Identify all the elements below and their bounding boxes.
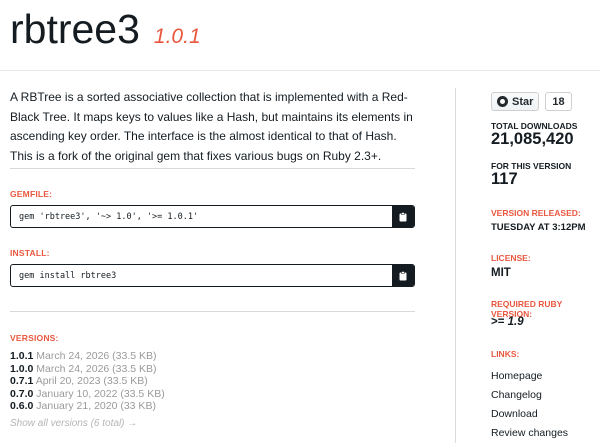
install-code[interactable]: gem install rbtree3 (19, 270, 117, 281)
github-star-widget (491, 92, 572, 111)
gem-description: A RBTree is a sorted associative collection that is implemented with a Red-Black Tree. It maps keys to values like a Hash, but maintains its elements in ascending key order. The interface is the almost identical to that of Hash. This is a fork of the original gem that fixes various bugs on Ruby 2.3+. (10, 90, 413, 163)
ruby-version-operator: >= (491, 316, 505, 328)
version-date: January 10, 2022 (33.5 KB) (36, 387, 165, 400)
this-version-downloads-label: FOR THIS VERSION (491, 161, 572, 171)
clipboard-icon (399, 212, 407, 222)
version-number[interactable]: 0.6.0 (10, 400, 34, 412)
review-changes-link[interactable]: Review changes (491, 427, 569, 439)
gem-name: rbtree3 (10, 6, 140, 52)
divider (10, 311, 415, 312)
gemfile-code-box (10, 205, 415, 228)
total-downloads-label: TOTAL DOWNLOADS (491, 121, 578, 131)
version-date: March 24, 2026 (33.5 KB) (36, 350, 157, 362)
sidebar-divider (455, 88, 456, 443)
copy-gemfile-button[interactable] (392, 206, 414, 227)
version-item[interactable] (10, 375, 165, 388)
download-link[interactable]: Download (491, 408, 538, 420)
versions-list (10, 350, 165, 413)
version-number[interactable]: 1.0.1 (10, 350, 34, 362)
gem-description-section (10, 88, 415, 166)
gem-version: 1.0.1 (153, 25, 201, 48)
version-released-value: TUESDAY AT 3:12PM (491, 222, 586, 233)
version-date: January 21, 2020 (33 KB) (36, 400, 156, 412)
github-star-button[interactable] (491, 92, 539, 111)
copy-install-button[interactable] (392, 265, 414, 286)
links-label: LINKS: (491, 349, 520, 359)
star-count[interactable]: 18 (545, 92, 572, 111)
version-item[interactable] (10, 350, 165, 363)
star-label: Star (512, 95, 534, 108)
version-number[interactable]: 1.0.0 (10, 362, 34, 375)
version-released-label: VERSION RELEASED: (491, 208, 581, 218)
license-value: MIT (491, 267, 511, 279)
required-ruby-label: REQUIRED RUBY VERSION: (491, 299, 563, 319)
version-item[interactable] (10, 363, 165, 376)
versions-label: VERSIONS: (10, 333, 59, 343)
changelog-link[interactable]: Changelog (491, 389, 542, 401)
total-downloads-value: 21,085,420 (491, 130, 574, 148)
install-code-box (10, 264, 415, 287)
gemfile-code[interactable]: gem 'rbtree3', '~> 1.0', '>= 1.0.1' (19, 211, 199, 222)
install-label: INSTALL: (10, 248, 50, 258)
this-version-downloads-value: 117 (491, 170, 518, 188)
version-number[interactable]: 0.7.1 (10, 375, 34, 387)
required-ruby-value (491, 316, 524, 328)
github-icon (497, 96, 508, 107)
gem-header (10, 6, 201, 66)
license-label: LICENSE: (491, 253, 531, 263)
gemfile-label: GEMFILE: (10, 189, 53, 199)
version-date: March 24, 2026 (33.5 KB) (36, 362, 157, 375)
version-item[interactable] (10, 400, 165, 413)
homepage-link[interactable]: Homepage (491, 370, 543, 382)
divider (10, 168, 415, 169)
version-date: April 20, 2023 (33.5 KB) (35, 375, 148, 387)
ruby-version-number: 1.9 (507, 316, 524, 328)
version-item[interactable] (10, 388, 165, 401)
header-divider (0, 70, 600, 71)
show-all-versions-link[interactable]: Show all versions (6 total) → (10, 418, 138, 429)
version-number[interactable]: 0.7.0 (10, 387, 34, 400)
clipboard-icon (399, 271, 407, 281)
